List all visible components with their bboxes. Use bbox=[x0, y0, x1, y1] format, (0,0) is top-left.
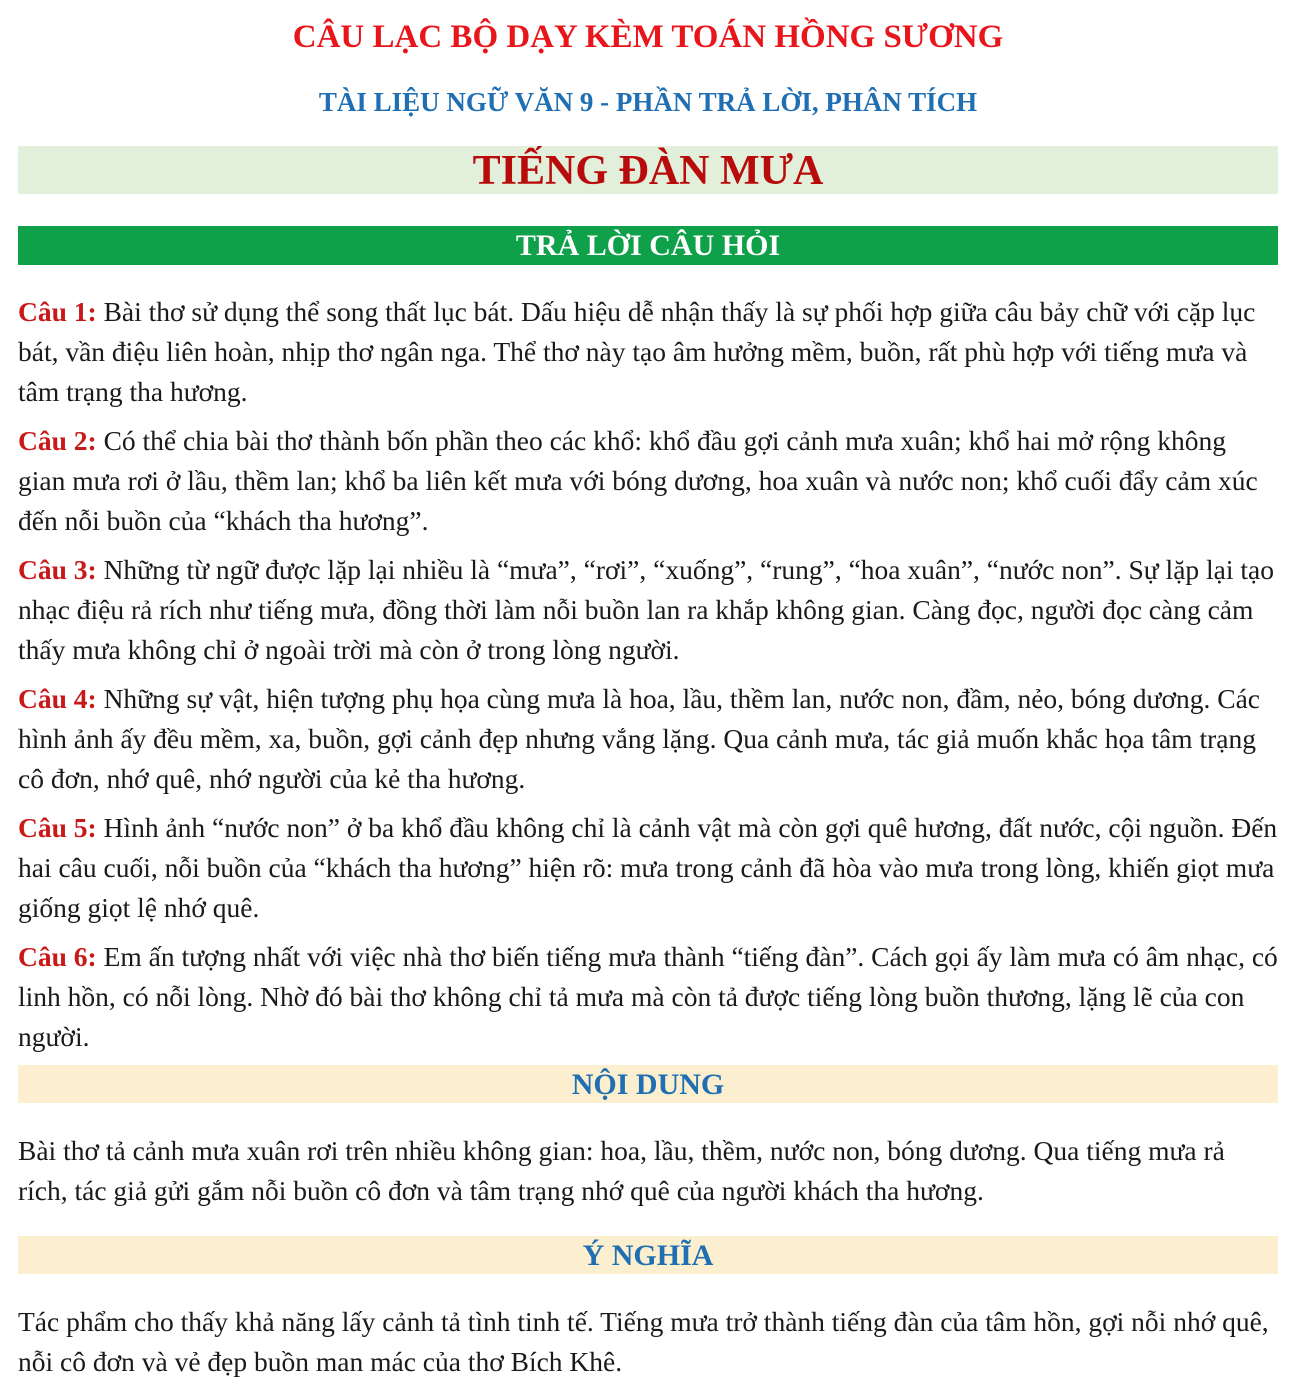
question-label: Câu 5: bbox=[18, 812, 97, 843]
question-label: Câu 1: bbox=[18, 296, 97, 327]
answer-text: Những sự vật, hiện tượng phụ họa cùng mưa là hoa, lầu, thềm lan, nước non, đầm, nẻo, bóng dương. Các hình ảnh ấy đều mềm, xa, buồn, gợi cảnh đẹp nhưng vắng lặng. Qua cảnh mưa, tác giả muốn khắc họa tâm trạng cô đơn, nhớ quê, nhớ người của kẻ tha hương. bbox=[18, 683, 1261, 794]
question-label: Câu 3: bbox=[18, 554, 97, 585]
work-title: TIẾNG ĐÀN MƯA bbox=[18, 146, 1278, 194]
question-label: Câu 2: bbox=[18, 425, 97, 456]
answer-item-3 bbox=[18, 550, 1280, 670]
question-label: Câu 4: bbox=[18, 683, 97, 714]
meaning-paragraph: Tác phẩm cho thấy khả năng lấy cảnh tả tình tinh tế. Tiếng mưa trở thành tiếng đàn của tâm hồn, gợi nỗi nhớ quê, nỗi cô đơn và vẻ đẹp buồn man mác của thơ Bích Khê. bbox=[18, 1306, 1269, 1377]
answers-section-heading: TRẢ LỜI CÂU HỎI bbox=[18, 226, 1278, 265]
answer-text: Bài thơ sử dụng thể song thất lục bát. Dấu hiệu dễ nhận thấy là sự phối hợp giữa câu bảy chữ với cặp lục bát, vần điệu liên hoàn, nhịp thơ ngân nga. Thể thơ này tạo âm hưởng mềm, buồn, rất phù hợp với tiếng mưa và tâm trạng tha hương. bbox=[18, 296, 1256, 407]
answer-item-1 bbox=[18, 292, 1280, 412]
meaning-section-heading: Ý NGHĨA bbox=[18, 1236, 1278, 1274]
answer-item-6 bbox=[18, 937, 1280, 1057]
content-section-heading: NỘI DUNG bbox=[18, 1065, 1278, 1103]
club-title: CÂU LẠC BỘ DẠY KÈM TOÁN HỒNG SƯƠNG bbox=[292, 19, 1004, 55]
answer-item-4 bbox=[18, 679, 1280, 799]
answer-text: Những từ ngữ được lặp lại nhiều là “mưa”, “rơi”, “xuống”, “rung”, “hoa xuân”, “nước non”. Sự lặp lại tạo nhạc điệu rả rích như tiếng mưa, đồng thời làm nỗi buồn lan ra khắp không gian. Càng đọc, người đọc càng cảm thấy mưa không chỉ ở ngoài trời mà còn ở trong lòng người. bbox=[18, 554, 1274, 665]
answer-item-2 bbox=[18, 421, 1280, 541]
answer-text: Hình ảnh “nước non” ở ba khổ đầu không chỉ là cảnh vật mà còn gợi quê hương, đất nước, cội nguồn. Đến hai câu cuối, nỗi buồn của “khách tha hương” hiện rõ: mưa trong cảnh đã hòa vào mưa trong lòng, khiến giọt mưa giống giọt lệ nhớ quê. bbox=[18, 812, 1278, 923]
content-paragraph: Bài thơ tả cảnh mưa xuân rơi trên nhiều không gian: hoa, lầu, thềm, nước non, bóng dương. Qua tiếng mưa rả rích, tác giả gửi gắm nỗi buồn cô đơn và tâm trạng nhớ quê của người khách tha hương. bbox=[18, 1135, 1225, 1206]
answer-item-5 bbox=[18, 808, 1280, 928]
answer-text: Có thể chia bài thơ thành bốn phần theo các khổ: khổ đầu gợi cảnh mưa xuân; khổ hai mở rộng không gian mưa rơi ở lầu, thềm lan; khổ ba liên kết mưa với bóng dương, hoa xuân và nước non; khổ cuối đẩy cảm xúc đến nỗi buồn của “khách tha hương”. bbox=[18, 425, 1258, 536]
question-label: Câu 6: bbox=[18, 941, 97, 972]
document-subtitle: TÀI LIỆU NGỮ VĂN 9 - PHẦN TRẢ LỜI, PHÂN TÍCH bbox=[318, 87, 978, 117]
answer-text: Em ấn tượng nhất với việc nhà thơ biến tiếng mưa thành “tiếng đàn”. Cách gọi ấy làm mưa có âm nhạc, có linh hồn, có nỗi lòng. Nhờ đó bài thơ không chỉ tả mưa mà còn tả được tiếng lòng buồn thương, lặng lẽ của con người. bbox=[18, 941, 1278, 1052]
answers-list bbox=[18, 292, 1280, 1066]
